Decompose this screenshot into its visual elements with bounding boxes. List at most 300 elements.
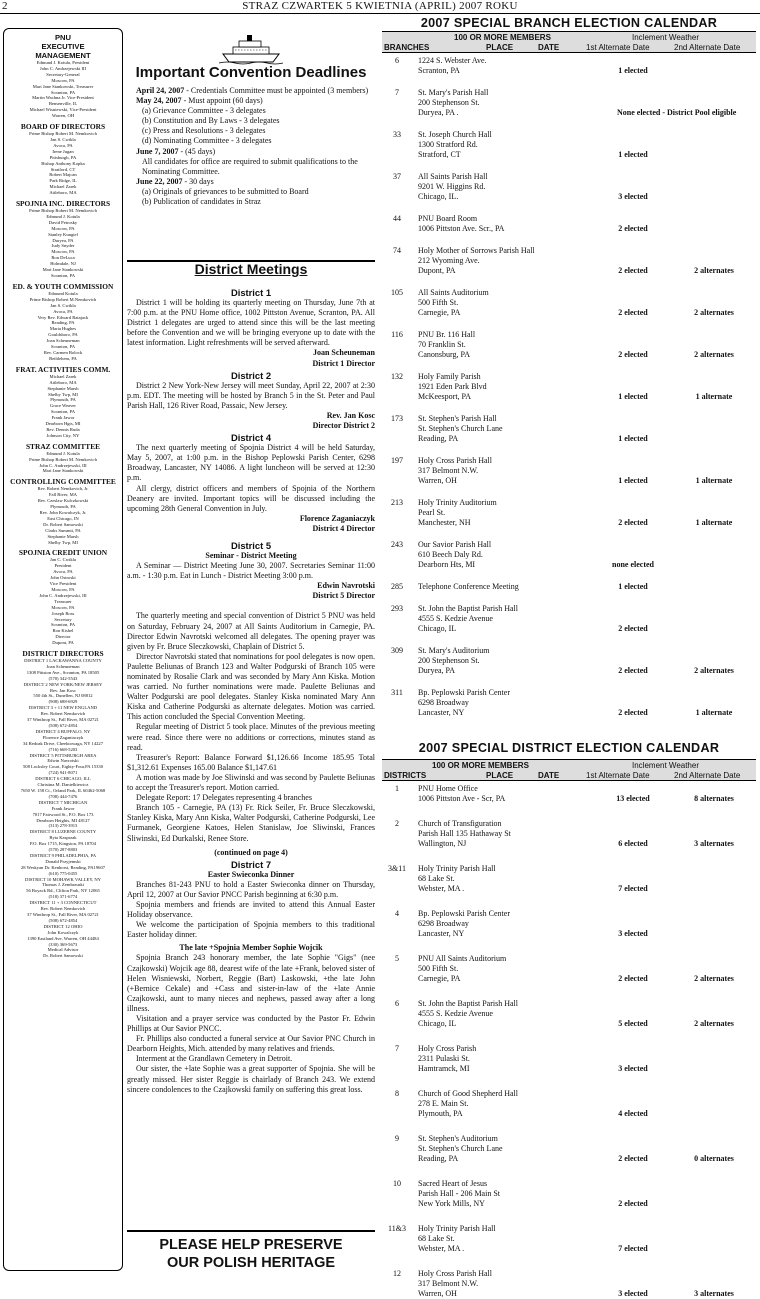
calendar-alternates: 2 alternates: [694, 974, 734, 983]
calendar-place-line: Duryea, PA .: [418, 108, 459, 117]
sidebar-line: President: [54, 563, 72, 569]
calendar-place: [418, 456, 492, 486]
sidebar-line: Prime Bishop Robert M. Nemkovich: [29, 208, 97, 214]
calendar-place: [418, 414, 503, 444]
sidebar-line: Scranton, PA: [50, 409, 76, 415]
district-4-text: The next quarterly meeting of Spojnia District 4 will be held Saturday, May 5, 2007, at 1:00 p.m. in the Bishop Peplowski Parish Center, 6298 Broadway, Lancaster, NY 14086. A light luncheon will be served at 12:30 p.m.: [127, 443, 375, 483]
calendar-place-line: New York Mills, NY: [418, 1199, 485, 1208]
calendar-place-line: Scranton, PA: [418, 66, 460, 75]
district-5-text: A Seminar — District Meeting June 30, 2007. Secretaries Seminar 11:00 a.m. - 1:30 p.m. Eat in Lunch - District Meeting 3:00 p.m.: [127, 561, 375, 581]
sidebar-line: Bishop Anthony Kopka: [41, 160, 85, 166]
calendar-number: 12: [393, 1269, 401, 1278]
deadline-item: [127, 177, 375, 187]
calendar-alternates: 8 alternates: [694, 794, 734, 803]
sidebar-heading-line: MANAGEMENT: [35, 51, 91, 60]
sidebar-line: (508) 672-4854: [48, 917, 78, 923]
obituary-body: [127, 953, 375, 1094]
calendar-place: [418, 864, 496, 894]
branch-calendar-header: [382, 31, 756, 53]
calendar-elected: 3 elected: [618, 1289, 648, 1298]
sidebar-line: Jan C. Cwikla: [50, 557, 76, 563]
calendar-place-line: Lancaster, NY: [418, 708, 465, 717]
calendar-place-line: St. Stephen's Parish Hall: [418, 414, 497, 423]
sidebar-line: John Kowalczyk: [47, 929, 79, 935]
deadline-text: - Credentials Committee must be appointed (3 members): [184, 86, 369, 95]
sidebar-line: Mari Jane Stankowski, Treasurer: [32, 83, 94, 89]
deadline-text: (a) Originals of grievances to be submitted to Board: [142, 186, 309, 196]
sidebar-line: Moscow, PA: [51, 249, 75, 255]
calendar-place-line: St. Joseph Church Hall: [418, 130, 492, 139]
sidebar-line: Rev. Czeslaw Kulczkowski: [37, 498, 89, 504]
header-alt2: 2nd Alternate Date: [674, 43, 741, 52]
sidebar-line: Edmund J. Kotula: [46, 450, 80, 456]
calendar-place-line: 70 Franklin St.: [418, 340, 466, 349]
deadline-item: [127, 86, 375, 96]
calendar-place-line: 68 Lake St.: [418, 874, 455, 883]
sidebar-line: Warren, OH: [51, 113, 75, 119]
sidebar-line: Moscow, PA: [51, 77, 75, 83]
sidebar-line: (570) 342-5543: [48, 675, 78, 681]
sidebar-section-title: ED. & YOUTH COMMISSION: [12, 281, 114, 291]
sidebar-line: Dr. Robert Samowski: [43, 521, 83, 527]
deadline-date: June 7, 2007: [136, 146, 179, 156]
sidebar-line: DISTRICT 5 PITTSBURGH AREA: [29, 752, 97, 758]
calendar-number: 7: [395, 1044, 399, 1053]
calendar-alternates: 0 alternates: [694, 1154, 734, 1163]
sidebar-line: Duryea, PA: [52, 237, 74, 243]
sidebar-line: Attleboro, MA: [49, 379, 77, 385]
sidebar-line: Attleboro, MA: [49, 190, 77, 196]
calendar-place: [418, 88, 488, 118]
calendar-elected: 7 elected: [618, 1244, 648, 1253]
calendar-place-line: Holy Family Parish: [418, 372, 481, 381]
calendar-elected: 2 elected: [618, 266, 648, 275]
header-date: DATE: [538, 43, 560, 52]
sidebar-line: Maria Hughes: [49, 326, 77, 332]
sidebar-line: (908) 688-6929: [48, 699, 78, 705]
sidebar-line: Clarks Summit, PA: [45, 527, 81, 533]
sidebar-line: John C. Andrzejewski, III: [39, 462, 87, 468]
calendar-elected: 2 elected: [618, 624, 648, 633]
calendar-place-line: 6298 Broadway: [418, 698, 469, 707]
sidebar-line: DISTRICT 2 NEW YORK/NEW JERSEY: [23, 681, 103, 687]
calendar-place-line: Warren, OH: [418, 1289, 457, 1298]
sidebar-line: Frank Jawor: [51, 805, 75, 811]
sidebar-section: [4, 199, 122, 279]
calendar-place-line: Plymouth, PA: [418, 1109, 463, 1118]
sidebar-line: Fall River, MA: [48, 492, 77, 498]
sidebar-line: (313) 278-3913: [48, 823, 78, 829]
calendar-alternates: 2 alternates: [694, 266, 734, 275]
calendar-place-line: 500 Fifth St.: [418, 298, 459, 307]
signature-title: District 4 Director: [312, 523, 375, 533]
sidebar-section: [4, 442, 122, 475]
deadline-date: April 24, 2007: [136, 86, 185, 95]
calendar-place-line: Canonsburg, PA: [418, 350, 471, 359]
sidebar-line: Christina M. Danielkiewicz: [37, 782, 89, 788]
sidebar-section: [4, 548, 122, 646]
sidebar-line: Rev. Robert Nemkovich, Jr.: [37, 486, 89, 492]
sidebar-line: Moscow, PA: [51, 586, 75, 592]
sidebar-line: Bensenville, IL: [48, 101, 78, 107]
calendar-place: [418, 1134, 503, 1164]
obituary-paragraph: Interment at the Grandlawn Cemetery in Detroit.: [136, 1054, 293, 1064]
calendar-place-line: 317 Belmont N.W.: [418, 1279, 479, 1288]
sidebar-line: Bethlehem, PA: [49, 355, 77, 361]
sidebar-section: [4, 649, 122, 959]
sidebar-line: Ron Kishel: [52, 628, 74, 634]
deadline-text: (d) Nominating Committee - 3 delegates: [142, 136, 272, 146]
calendar-number: 132: [391, 372, 403, 381]
sidebar-line: Florence Zaganiaczyk: [42, 734, 84, 740]
calendar-elected: none elected: [612, 560, 654, 569]
calendar-elected: 2 elected: [618, 224, 648, 233]
calendar-place: [418, 954, 506, 984]
header-districts: DISTRICTS: [384, 771, 427, 780]
signature-name: Edwin Navrotski: [317, 581, 375, 591]
heritage-line-2: OUR POLISH HERITAGE: [166, 1255, 336, 1271]
deadline-text: (c) Press and Resolutions - 3 delegates: [142, 126, 266, 136]
sidebar-line: Stanley Kungiel: [48, 231, 78, 237]
calendar-number: 213: [391, 498, 403, 507]
calendar-place-line: Warren, OH: [418, 476, 457, 485]
sidebar-line: Rev. Robert Nemkovich: [40, 906, 86, 912]
calendar-number: 74: [393, 246, 401, 255]
calendar-place-line: Wallington, NJ: [418, 839, 467, 848]
sidebar-line: Thomas J. Zembrzuski: [42, 882, 84, 888]
calendar-result: None elected - District Pool eligible: [617, 108, 737, 117]
calendar-place-line: St. Mary's Auditorium: [418, 646, 490, 655]
calendar-place-line: Holy Cross Parish Hall: [418, 456, 492, 465]
sidebar-line: Pittsburgh, PA: [49, 154, 77, 160]
calendar-alternates: 3 alternates: [694, 1289, 734, 1298]
sidebar-line: Medical Advisor: [47, 947, 79, 953]
calendar-place-line: 317 Belmont N.W.: [418, 466, 479, 475]
calendar-place-line: PNU Board Room: [418, 214, 478, 223]
sidebar-sections: [4, 60, 122, 959]
calendar-place: [418, 540, 491, 570]
calendar-number: 10: [393, 1179, 401, 1188]
sidebar-heading-line: PNU: [54, 33, 72, 42]
sidebar-line: Dr. Robert Samowski: [43, 953, 83, 959]
sidebar-line: 1308 Pittston Ave., Scranton, PA 18505: [26, 669, 100, 675]
calendar-place: [418, 246, 535, 276]
sidebar-line: 34 Redoak Drive, Cheektowaga, NY 14227: [22, 740, 104, 746]
sidebar-line: Byta Kasprzak: [49, 835, 77, 841]
sidebar-line: Prime Bishop Robert M. Nemkovich: [29, 131, 97, 137]
sidebar-line: Robert Majcan: [49, 172, 77, 178]
sidebar-line: Donald Przyjemski: [45, 858, 81, 864]
obituary-paragraph: Visitation and a prayer service was conducted by the Pastor Fr. Edwin Phillips at Our Savior PNCC.: [127, 1014, 375, 1034]
calendar-elected: 2 elected: [618, 974, 648, 983]
district-4-text: All clergy, district officers and members of Spojnia of the Northern Deanery are invited. Important topics will be discussed including the upcoming 28th General Convention in July.: [127, 483, 375, 513]
sidebar-line: (518) 371-6774: [48, 894, 78, 900]
calendar-place-line: Holy Trinity Parish Hall: [418, 1224, 496, 1233]
sidebar-line: Avoca, PA: [53, 569, 73, 575]
ship-icon: [219, 32, 283, 66]
sidebar-line: DISTRICT 10 MOHAWK VALLEY, NY: [25, 876, 101, 882]
calendar-place: [418, 909, 510, 939]
report-paragraph: Director Navrotski stated that nominations for pool delegates is now open. Paulette Beliunas of Branch 123 and Walter Podgurski of Branch 105 were nominated by Rosalie Clark and was seconded by Mary Ann Kiska. Motion was carried. No further nominations were made. Paulette Beliunas and Walter Podgurski are pool delegates. Stanley Kiska nominated Mary Ann Kiska and Catherine Podgurski as alternate delegates. Motion was carried. This action concluded the Special Convention Meeting.: [127, 651, 375, 722]
district-4-signature-title: [127, 524, 375, 534]
sidebar-line: Rev. Carmen Bolock: [43, 349, 83, 355]
sidebar-section-title: FRAT. ACTIVITIES COMM.: [15, 364, 111, 374]
sidebar-line: Edmund J. Kotula, President: [36, 60, 90, 65]
signature-title: Director District 2: [312, 421, 375, 431]
sidebar-section-title: SPOJNIA CREDIT UNION: [18, 548, 108, 558]
calendar-place-line: Parish Hall - 206 Main St: [418, 1189, 500, 1198]
calendar-place-line: McKeesport, PA: [418, 392, 472, 401]
deadline-text: - (45 days): [178, 146, 216, 156]
obituary-paragraph: Fr. Phillips also conducted a funeral service at Our Savior PNC Church in Dearborn Heights, Mich. attended by many relatives and friends.: [127, 1034, 375, 1054]
sidebar-line: Irene Jugan: [52, 148, 74, 154]
sidebar-line: Johnson City, NY: [46, 432, 80, 438]
sidebar-line: Dearborn Hgts, MI: [45, 421, 81, 427]
sidebar-line: John Ostroski: [50, 575, 76, 581]
heritage-banner: [127, 1236, 375, 1272]
sidebar-line: (716) 668-5203: [48, 746, 78, 752]
sidebar-line: DISTRICT 3 + 11 NEW ENGLAND: [28, 705, 98, 711]
deadline-item: [127, 187, 375, 197]
sidebar-line: Gouldsboro, PA: [48, 332, 78, 338]
deadline-text: (b) Publication of candidates in Straz: [142, 197, 261, 207]
calendar-alternates: 1 alternate: [695, 708, 733, 717]
sidebar-line: 1390 Eastland Ave, Warren, OH 44484: [27, 935, 99, 941]
deadline-text: (b) Constitution and By Laws - 3 delegates: [142, 116, 280, 126]
calendar-place-line: PNU All Saints Auditorium: [418, 954, 507, 963]
calendar-place-line: Church of Transfiguration: [418, 819, 502, 828]
sidebar-line: Stratford, CT: [50, 166, 76, 172]
calendar-number: 293: [391, 604, 403, 613]
calendar-place-line: Holy Trinity Parish Hall: [418, 864, 496, 873]
calendar-place-line: All Saints Parish Hall: [418, 172, 488, 181]
sidebar-line: Michael Zarek: [49, 373, 77, 379]
sidebar-heading: [4, 33, 122, 60]
sidebar-section: [4, 282, 122, 362]
sidebar-line: Jan S. Cwikla: [50, 136, 76, 142]
sidebar-line: Rev. Robert Nemkovich: [40, 711, 86, 717]
district-1-signature: [127, 348, 375, 358]
sidebar-section: [4, 60, 122, 119]
calendar-place-line: 500 Fifth St.: [418, 964, 459, 973]
sidebar-line: 28 Weskyan Dr. Kenhorst, Reading, PA19607: [20, 864, 106, 870]
calendar-place-line: Reading, PA: [418, 1154, 459, 1163]
sidebar-line: Scranton, PA: [50, 89, 76, 95]
sidebar-line: Edmund Kotula: [48, 290, 78, 296]
calendar-alternates: 2 alternates: [694, 350, 734, 359]
sidebar-line: 37 Winthrop St., Fall River, MA 02721: [27, 912, 99, 917]
report-paragraph: Delegate Report: 17 Delegates representing 4 branches: [136, 793, 312, 803]
calendar-place: [418, 1224, 496, 1254]
district-2-signature-title: [127, 421, 375, 431]
header-alt1: 1st Alternate Date: [586, 771, 650, 780]
report-paragraph: Regular meeting of District 5 took place. Minutes of the previous meeting were read. Since there were no additions or corrections, minutes stand as read.: [127, 722, 375, 752]
newspaper-title: STRAZ CZWARTEK 5 KWIETNIA (APRIL) 2007 ROKU: [242, 0, 518, 12]
deadline-text: - 30 days: [182, 176, 214, 186]
calendar-place: [418, 1179, 500, 1209]
deadline-item: [127, 197, 375, 207]
calendar-elected: 4 elected: [618, 1109, 648, 1118]
sidebar-line: 7650 W. 158 Ct., Orland Park, IL 60462-5068: [20, 787, 106, 793]
district-1-signature-title: [127, 359, 375, 369]
sidebar-line: (708) 444-7476: [48, 793, 78, 799]
header-weather: Inclement Weather: [632, 761, 699, 770]
sidebar-line: Ron DeLuca: [51, 255, 75, 261]
sidebar-line: Scranton, PA: [50, 344, 76, 350]
calendar-place-line: Sacred Heart of Jesus: [418, 1179, 488, 1188]
header-members: 100 OR MORE MEMBERS: [454, 33, 551, 42]
calendar-number: 105: [391, 288, 403, 297]
calendar-place-line: Carnegie, PA: [418, 308, 461, 317]
sidebar-line: (570) 287-8803: [48, 847, 78, 853]
calendar-number: 8: [395, 1089, 399, 1098]
sidebar-line: Rev. Jan Kosc: [49, 687, 77, 693]
calendar-place-line: Chicago, IL.: [418, 192, 459, 201]
calendar-place-line: 1006 Pittston Ave. Scr., PA: [418, 224, 505, 233]
sidebar-line: Dearborn Heights, MI 48127: [36, 817, 90, 823]
sidebar-line: Shelby Twp, MI: [48, 539, 78, 545]
continued-note: (continued on page 4): [214, 847, 288, 857]
calendar-place-line: Holy Trinity Auditorium: [418, 498, 497, 507]
sidebar-line: DISTRICT 4 BUFFALO, NY: [35, 728, 91, 734]
report-paragraph: The quarterly meeting and special convention of District 5 PNU was held on Saturday, February 24, 2007 at All Saints Auditorium in Carnegie, PA. Director Edwin Navrotski welcomed all delegates. The opening prayer was given by Fr. Bruce Sleczkowski, Chaplain of District 5.: [127, 611, 375, 651]
sidebar-line: (508) 672-4854: [48, 723, 78, 728]
report-paragraph: Treasurer's Report: Balance Forward $1,126.66 Income 185.95 Total $1,312.61 Expenses 165.00 Balance $1,147.61: [127, 752, 375, 772]
sidebar-line: Shelby Twp, MI: [48, 391, 78, 397]
sidebar-line: Joseph Ross: [51, 610, 75, 616]
calendar-elected: 3 elected: [618, 192, 648, 201]
calendar-place-line: Manchester, NH: [418, 518, 471, 527]
calendar-place-line: 278 E. Main St.: [418, 1099, 469, 1108]
calendar-place-line: Bp. Peplowski Parish Center: [418, 688, 510, 697]
calendar-number: 2: [395, 819, 399, 828]
calendar-elected: 2 elected: [618, 666, 648, 675]
calendar-place: [418, 784, 505, 804]
calendar-place: [418, 646, 489, 676]
sidebar-line: Edmund J. Kotula: [46, 213, 80, 219]
calendar-number: 116: [391, 330, 403, 339]
calendar-place-line: St. Stephen's Church Lane: [418, 1144, 503, 1153]
sidebar-line: Michael Wisniewski, Vice-President: [29, 107, 97, 113]
page-number: 2: [2, 0, 8, 12]
deadline-item: [127, 136, 375, 146]
branch-calendar-title: 2007 SPECIAL BRANCH ELECTION CALENDAR: [420, 16, 718, 30]
calendar-elected: 2 elected: [618, 350, 648, 359]
calendar-place-line: 6298 Broadway: [418, 919, 469, 928]
sidebar-line: John C. Andrzejewski, III: [39, 592, 87, 598]
calendar-place-line: Chicago, IL: [418, 1019, 457, 1028]
calendar-number: 173: [391, 414, 403, 423]
calendar-place: [418, 999, 518, 1029]
header-members: 100 OR MORE MEMBERS: [432, 761, 529, 770]
calendar-place-line: Parish Hall 135 Hathaway St: [418, 829, 511, 838]
deadline-date: May 24, 2007: [136, 96, 182, 106]
calendar-number: 44: [393, 214, 401, 223]
deadlines-list: [127, 86, 375, 207]
district-7-text: We welcome the participation of Spojnia members to this traditional Easter holiday dinner.: [127, 920, 375, 940]
sidebar-line: DISTRICT 11 + 3 CONNECTICUT: [29, 900, 97, 906]
calendar-number: 9: [395, 1134, 399, 1143]
sidebar-line: Joan Scheuneman: [46, 338, 80, 344]
calendar-number: 33: [393, 130, 401, 139]
sidebar-line: 37 Winthrop St., Fall River, MA 02721: [27, 717, 99, 723]
calendar-number: 5: [395, 954, 399, 963]
district-7-heading: District 7: [230, 858, 272, 870]
calendar-place-line: 2311 Pulaski St.: [418, 1054, 470, 1063]
calendar-place-line: 1921 Eden Park Blvd: [418, 382, 487, 391]
deadline-text: All candidates for office are required to submit qualifications to the Nominating Committee.: [142, 156, 358, 176]
sidebar-line: Scranton, PA: [50, 622, 76, 628]
district-5-signature: [127, 581, 375, 591]
calendar-place: [418, 1269, 492, 1299]
deadline-item: [127, 147, 375, 157]
calendar-place-line: 1300 Stratford Rd.: [418, 140, 478, 149]
calendar-place-line: Our Savior Parish Hall: [418, 540, 492, 549]
district-7-text: Spojnia members and friends are invited to attend this Annual Easter Holiday observance.: [127, 899, 375, 920]
page-header: [0, 0, 760, 14]
sidebar-line: DISTRICT 6 CHICAGO, ILL: [35, 776, 91, 782]
district-5-heading: District 5: [230, 539, 272, 551]
signature-name: Florence Zaganiaczyk: [299, 513, 375, 523]
calendar-alternates: 1 alternate: [695, 476, 733, 485]
obituary-paragraph: Spojnia Branch 243 honorary member, the late Sophie "Gigs" (nee Czajkowski) Wojcik age 88, dearest wife of the late +Frank, beloved sister of Helen Wisniewski, Norbert, Reggie (Bart) Laskowski, +the late John (+Bernice Cekale) and +Cass and sister-in-law of the +late Annie Czajkowski, aunt to many nieces and nephews, passed away after a long illness.: [127, 953, 375, 1013]
sidebar-line: Stephanie Marsh: [47, 533, 79, 539]
calendar-alternates: 2 alternates: [694, 666, 734, 675]
calendar-place-line: 9201 W. Higgins Rd.: [418, 182, 486, 191]
calendar-place-line: Dupont, PA: [418, 266, 456, 275]
calendar-alternates: 3 alternates: [694, 839, 734, 848]
sidebar-line: East Chicago, IN: [47, 515, 79, 521]
calendar-place-line: Holy Cross Parish Hall: [418, 1269, 492, 1278]
deadline-text: (a) Grievance Committee - 3 delegates: [142, 106, 266, 116]
sidebar-line: Dupont, PA: [52, 640, 74, 646]
calendar-number: 309: [391, 646, 403, 655]
calendar-place-line: Stratford, CT: [418, 150, 461, 159]
sidebar-line: DISTRICT 8 LUZERNE COUNTY: [29, 829, 97, 835]
sidebar-line: Edwin Navrotski: [47, 758, 79, 764]
calendar-place: [418, 498, 497, 528]
district-2-text: District 2 New York-New Jersey will meet Sunday, April 22, 2007 at 2:30 p.m. EDT. The meeting will be hosted by Branch 5 in the St. Peter and Paul Parish Hall, 126 River Road, Passaic, New Jersey.: [127, 380, 375, 410]
calendar-elected: 7 elected: [618, 884, 648, 893]
spacer: [127, 601, 375, 611]
sidebar-line: Frank Jawor: [51, 415, 75, 421]
district-1-text: District 1 will be holding its quarterly meeting on Thursday, June 7th at 7:00 p.m. at the PNU Home office, 1002 Pittston Avenue, Scranton, PA. All District 1 delegates are urged to attend since this will be the last meeting before the Convention and we will be bringing everyone up to date with the latest information. Light refreshments will be served afterward.: [127, 298, 375, 348]
sidebar-section-title: BOARD OF DIRECTORS: [20, 122, 106, 132]
middle-column: [127, 28, 375, 1271]
sidebar-line: 7017 Fairwood St., P.O. Box 173: [32, 811, 94, 817]
sidebar-line: (724) 941-8071: [48, 770, 78, 776]
sidebar-line: Rev. Dennis Ruda: [46, 426, 80, 432]
district-7-subheading: Easter Swieconka Dinner: [207, 869, 295, 879]
sidebar-line: 550 4th St., Dunellen, NJ 08812: [33, 693, 93, 699]
district-2-heading: District 2: [230, 369, 272, 381]
calendar-elected: 6 elected: [618, 839, 648, 848]
district-calendar-title: 2007 SPECIAL DISTRICT ELECTION CALENDAR: [418, 741, 720, 755]
calendar-number: 7: [395, 88, 399, 97]
sidebar-line: Plymouth, PA: [50, 504, 76, 510]
sidebar-line: Vice President: [49, 581, 77, 587]
calendar-place-line: PNU Home Office: [418, 784, 478, 793]
calendar-place-line: Lancaster, NY: [418, 929, 465, 938]
calendar-elected: 5 elected: [618, 1019, 648, 1028]
calendar-place-line: Webster, MA .: [418, 1244, 465, 1253]
header-alt1: 1st Alternate Date: [586, 43, 650, 52]
district-7-text: Branches 81-243 PNU to hold a Easter Swieconka dinner on Thursday, April 12, 2007 at Our Savior PNCC Parish beginning at 6:30 p.m.: [127, 879, 375, 899]
calendar-elected: 3 elected: [618, 1064, 648, 1073]
sidebar-section: [4, 477, 122, 545]
calendar-alternates: 1 alternate: [695, 392, 733, 401]
sidebar-section-title: STRAZ COMMITTEE: [25, 441, 101, 451]
